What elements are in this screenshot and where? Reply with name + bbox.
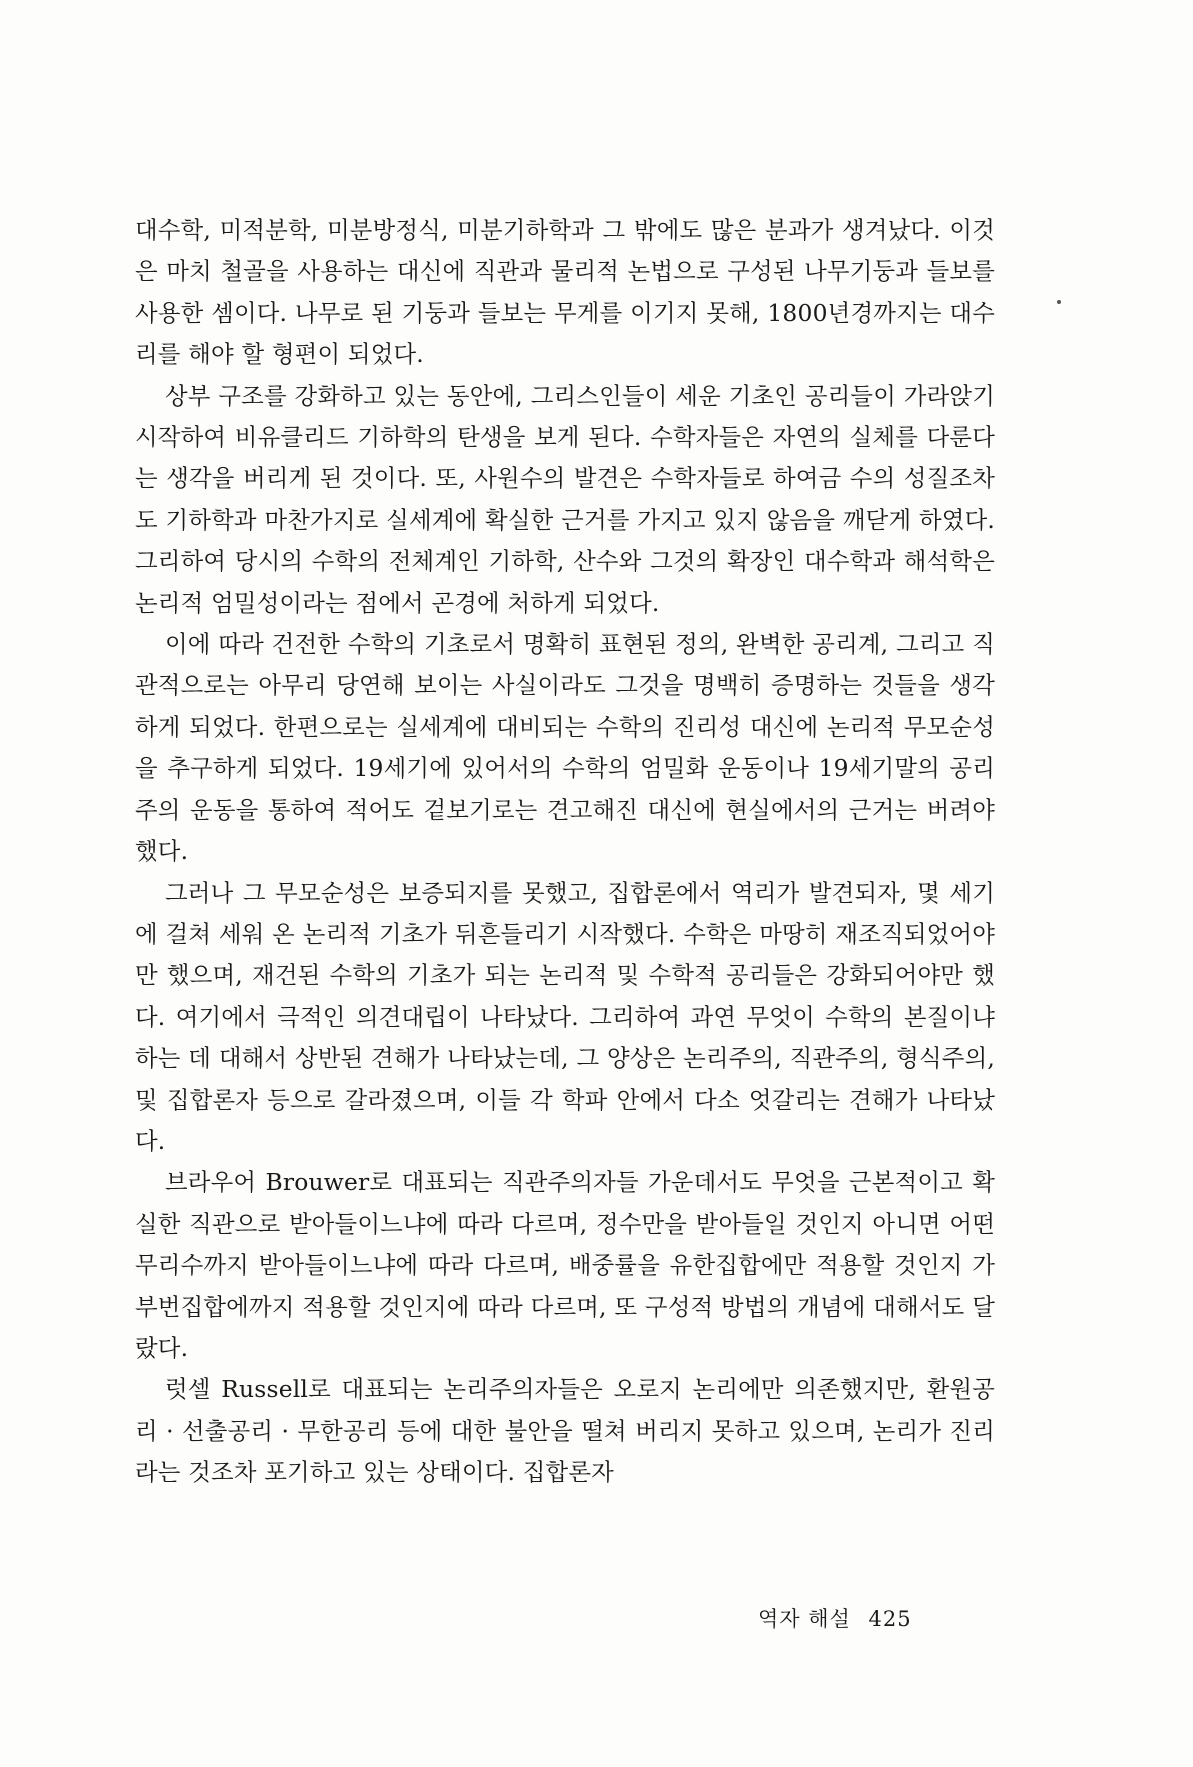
body-text xyxy=(135,210,995,1494)
margin-speck xyxy=(1057,300,1061,304)
paragraph-1: 대수학, 미적분학, 미분방정식, 미분기하학과 그 밖에도 많은 분과가 생겨났다. 이것은 마치 철골을 사용하는 대신에 직관과 물리적 논법으로 구성된 나무기둥과 들보를 사용한 셈이다. 나무로 된 기둥과 들보는 무게를 이기지 못해, 1800년경까지는 대수리를 해야 할 형편이 되었다. xyxy=(135,216,995,369)
paragraph-6: 럿셀 Russell로 대표되는 논리주의자들은 오로지 논리에만 의존했지만, 환원공리 · 선출공리 · 무한공리 등에 대한 불안을 떨쳐 버리지 못하고 있으며, 논리가 진리라는 것조차 포기하고 있는 상태이다. 집합론자 xyxy=(135,1375,995,1487)
page-footer xyxy=(758,1603,998,1633)
running-title: 역자 해설 xyxy=(758,1607,851,1631)
paragraph-3: 이에 따라 건전한 수학의 기초로서 명확히 표현된 정의, 완벽한 공리계, 그리고 직관적으로는 아무리 당연해 보이는 사실이라도 그것을 명백히 증명하는 것들을 생각하게 되었다. 한편으로는 실세계에 대비되는 수학의 진리성 대신에 논리적 무모순성을 추구하게 되었다. 19세기에 있어서의 수학의 엄밀화 운동이나 19세기말의 공리주의 운동을 통하여 적어도 겉보기로는 견고해진 대신에 현실에서의 근거는 버려야 했다. xyxy=(135,630,995,866)
paragraph-2: 상부 구조를 강화하고 있는 동안에, 그리스인들이 세운 기초인 공리들이 가라앉기 시작하여 비유클리드 기하학의 탄생을 보게 된다. 수학자들은 자연의 실체를 다룬다는 생각을 버리게 된 것이다. 또, 사원수의 발견은 수학자들로 하여금 수의 성질조차도 기하학과 마찬가지로 실세계에 확실한 근거를 가지고 있지 않음을 깨닫게 하였다. 그리하여 당시의 수학의 전체계인 기하학, 산수와 그것의 확장인 대수학과 해석학은 논리적 엄밀성이라는 점에서 곤경에 처하게 되었다. xyxy=(135,381,995,617)
paragraph-5: 브라우어 Brouwer로 대표되는 직관주의자들 가운데서도 무엇을 근본적이고 확실한 직관으로 받아들이느냐에 따라 다르며, 정수만을 받아들일 것인지 아니면 어떤 무리수까지 받아들이느냐에 따라 다르며, 배중률을 유한집합에만 적용할 것인지 가부번집합에까지 적용할 것인지에 따라 다르며, 또 구성적 방법의 개념에 대해서도 달랐다. xyxy=(135,1168,995,1362)
page-number: 425 xyxy=(868,1607,912,1631)
paragraph-4: 그러나 그 무모순성은 보증되지를 못했고, 집합론에서 역리가 발견되자, 몇 세기에 걸쳐 세워 온 논리적 기초가 뒤흔들리기 시작했다. 수학은 마땅히 재조직되었어야만 했으며, 재건된 수학의 기초가 되는 논리적 및 수학적 공리들은 강화되어야만 했다. 여기에서 극적인 의견대립이 나타났다. 그리하여 과연 무엇이 수학의 본질이냐 하는 데 대해서 상반된 견해가 나타났는데, 그 양상은 논리주의, 직관주의, 형식주의, 및 집합론자 등으로 갈라졌으며, 이들 각 학파 안에서 다소 엇갈리는 견해가 나타났다. xyxy=(135,878,995,1155)
